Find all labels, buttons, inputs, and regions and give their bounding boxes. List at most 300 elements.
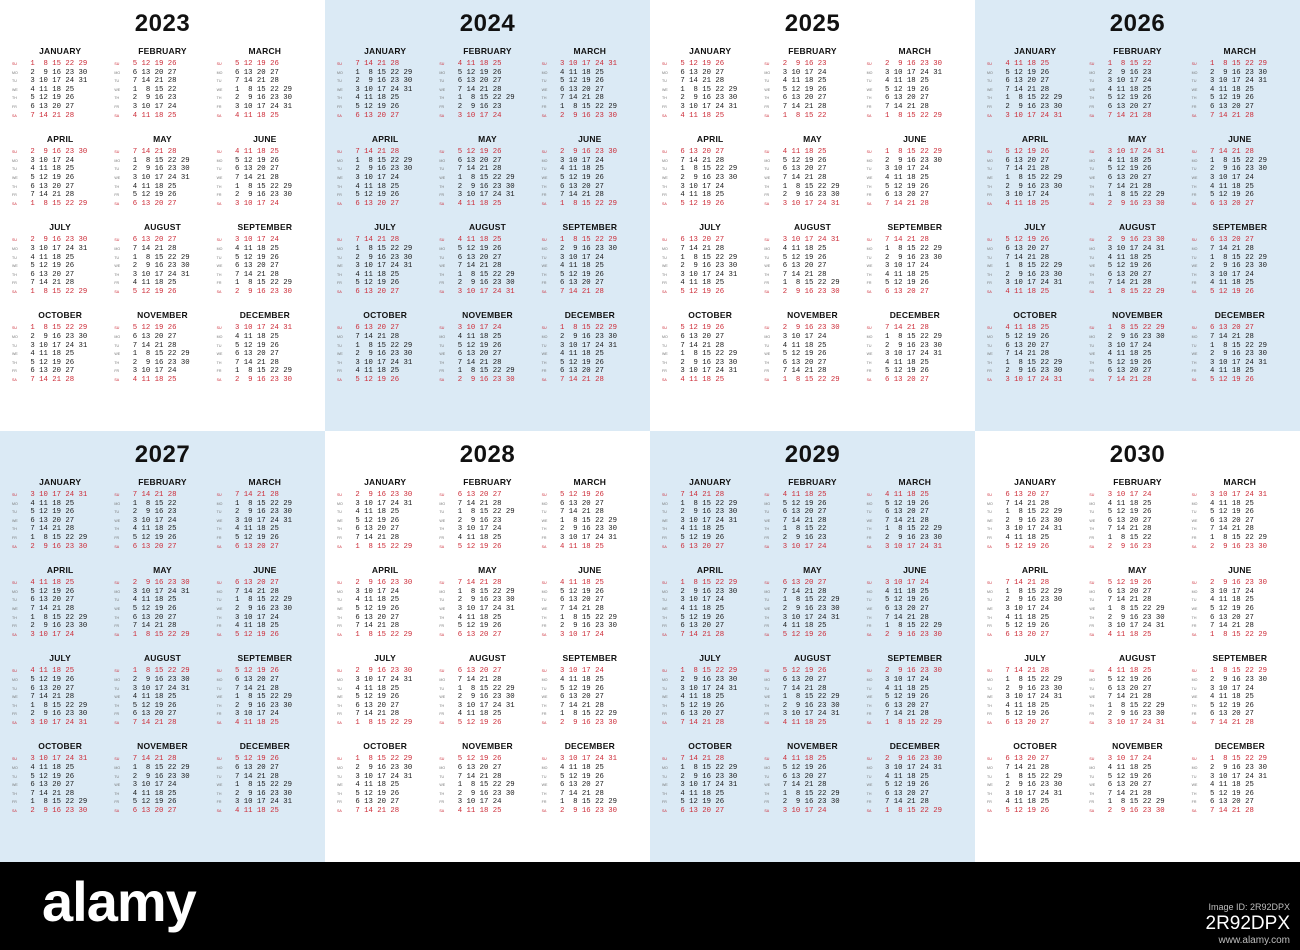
weekday-label: TH (866, 272, 872, 277)
dates-row: 6 13 20 27 (26, 367, 75, 376)
weekday-row (542, 367, 638, 376)
weekday-label: FR (987, 369, 992, 374)
month-name: SEPTEMBER (887, 222, 943, 233)
weekday-row (764, 764, 860, 773)
weekday-label: WE (114, 87, 121, 92)
weekday-row (987, 165, 1083, 174)
weekday-row (12, 342, 108, 351)
dates-row: 4 11 18 25 (26, 165, 75, 174)
weekday-label: TU (1089, 686, 1095, 691)
dates-row: 5 12 19 26 (1103, 262, 1152, 271)
weekday-row (1192, 103, 1288, 112)
weekday-row (867, 631, 963, 640)
dates-row: 1 8 15 22 29 (453, 94, 515, 103)
weekday-row (12, 367, 108, 376)
month-block (662, 222, 758, 296)
weekday-row (114, 631, 210, 640)
dates-row: 6 13 20 27 (1103, 684, 1152, 693)
weekday-label: MO (866, 589, 873, 594)
weekday-label: SU (866, 669, 872, 674)
weekday-label: MO (987, 766, 993, 771)
month-days (217, 755, 313, 815)
weekday-label: FR (541, 281, 547, 286)
year-title: 2024 (459, 10, 516, 37)
weekday-row (114, 702, 210, 711)
weekday-row (662, 667, 758, 676)
weekday-label: SA (216, 632, 222, 637)
weekday-row (867, 86, 963, 95)
dates-row: 3 10 17 24 31 (778, 236, 840, 245)
month-days (217, 491, 313, 551)
weekday-row (217, 798, 313, 807)
weekday-label: SU (114, 62, 120, 66)
month-block (1089, 741, 1185, 815)
dates-row: 5 12 19 26 (453, 244, 502, 253)
weekday-label: FR (1191, 624, 1197, 629)
dates-row: 7 14 21 28 (676, 156, 725, 165)
month-days (337, 491, 433, 551)
weekday-label: TH (12, 184, 17, 189)
dates-row: 6 13 20 27 (555, 499, 604, 508)
dates-row: 4 11 18 25 (230, 718, 279, 727)
weekday-label: SA (337, 113, 342, 118)
weekday-label: FR (114, 712, 120, 717)
weekday-row (542, 667, 638, 676)
dates-row: 6 13 20 27 (778, 772, 827, 781)
month-block (867, 741, 963, 815)
weekday-row (764, 333, 860, 342)
weekday-row (12, 579, 108, 588)
weekday-label: WE (541, 606, 548, 611)
month-days (542, 60, 638, 120)
dates-row: 4 11 18 25 (555, 579, 604, 588)
weekday-row (1192, 517, 1288, 526)
dates-row: 3 10 17 24 (880, 262, 929, 271)
weekday-label: MO (541, 589, 548, 594)
weekday-label: FR (12, 800, 17, 805)
dates-row: 6 13 20 27 (778, 262, 827, 271)
weekday-row (1089, 807, 1185, 816)
dates-row: 4 11 18 25 (453, 807, 502, 816)
weekday-label: SU (439, 326, 445, 331)
weekday-label: WE (1089, 695, 1096, 700)
dates-row: 7 14 21 28 (351, 807, 400, 816)
weekday-label: TH (662, 96, 667, 101)
dates-row: 1 8 15 22 29 (128, 764, 190, 773)
month-block (1089, 134, 1185, 208)
weekday-row (12, 112, 108, 121)
weekday-row (217, 342, 313, 351)
dates-row: 6 13 20 27 (453, 667, 502, 676)
weekday-row (867, 157, 963, 166)
weekday-row (542, 103, 638, 112)
month-name: JULY (374, 222, 397, 233)
weekday-row (337, 86, 433, 95)
dates-row: 7 14 21 28 (778, 516, 827, 525)
month-block (1192, 565, 1288, 639)
weekday-label: SU (987, 669, 992, 674)
weekday-label: FR (987, 535, 992, 540)
weekday-label: SU (866, 757, 872, 762)
month-name: SEPTEMBER (887, 653, 943, 664)
month-block (662, 653, 758, 727)
weekday-label: MO (662, 335, 668, 340)
image-id-label: Image ID: 2R92DPX (1208, 902, 1290, 912)
weekday-label: FR (1191, 104, 1197, 109)
dates-row: 4 11 18 25 (230, 244, 279, 253)
dates-row: 5 12 19 26 (1103, 94, 1152, 103)
dates-row: 2 9 16 23 30 (778, 287, 840, 296)
weekday-label: MO (541, 158, 548, 163)
month-block (662, 134, 758, 208)
weekday-label: SA (866, 113, 872, 118)
dates-row: 3 10 17 24 (778, 68, 827, 77)
dates-row: 1 8 15 22 29 (26, 798, 88, 807)
weekday-label: TU (12, 167, 17, 172)
dates-row: 1 8 15 22 29 (351, 244, 413, 253)
month-days (217, 324, 313, 384)
month-days (439, 324, 535, 384)
dates-row: 5 12 19 26 (676, 199, 725, 208)
weekday-row (662, 525, 758, 534)
weekday-label: TH (1089, 527, 1095, 532)
dates-row: 3 10 17 24 (555, 253, 604, 262)
weekday-row (764, 631, 860, 640)
weekday-row (12, 271, 108, 280)
dates-row: 2 9 16 23 30 (1001, 270, 1063, 279)
dates-row: 4 11 18 25 (1001, 613, 1050, 622)
dates-row: 7 14 21 28 (26, 604, 75, 613)
month-days (867, 148, 963, 208)
weekday-row (1192, 77, 1288, 86)
weekday-row (987, 174, 1083, 183)
weekday-label: FR (866, 281, 872, 286)
weekday-row (114, 112, 210, 121)
weekday-row (1192, 764, 1288, 773)
weekday-row (1192, 191, 1288, 200)
dates-row: 3 10 17 24 (1205, 270, 1254, 279)
month-block (12, 565, 108, 639)
dates-row: 1 8 15 22 29 (26, 613, 88, 622)
weekday-label: MO (866, 158, 873, 163)
dates-row: 4 11 18 25 (1103, 764, 1152, 773)
year-title: 2023 (134, 10, 191, 37)
weekday-row (764, 60, 860, 69)
weekday-label: WE (337, 518, 343, 523)
weekday-label: SU (114, 150, 120, 155)
weekday-row (1089, 614, 1185, 623)
weekday-label: TU (541, 598, 547, 603)
weekday-label: FR (216, 535, 222, 540)
weekday-row (217, 236, 313, 245)
weekday-label: TH (764, 184, 770, 189)
weekday-label: SA (439, 720, 445, 725)
weekday-row (114, 667, 210, 676)
dates-row: 7 14 21 28 (880, 613, 929, 622)
weekday-label: SA (439, 378, 445, 383)
weekday-label: FR (12, 104, 17, 109)
dates-row: 2 9 16 23 30 (555, 525, 617, 534)
weekday-label: WE (866, 783, 873, 788)
weekday-row (867, 491, 963, 500)
dates-row: 7 14 21 28 (1001, 579, 1050, 588)
weekday-label: SU (12, 669, 17, 674)
dates-row: 4 11 18 25 (1103, 667, 1152, 676)
month-name: MARCH (1223, 46, 1257, 56)
dates-row: 6 13 20 27 (26, 102, 75, 111)
dates-row: 2 9 16 23 30 (1001, 516, 1063, 525)
dates-row: 2 9 16 23 30 (555, 718, 617, 727)
dates-row: 5 12 19 26 (778, 499, 827, 508)
weekday-row (1192, 790, 1288, 799)
weekday-row (662, 200, 758, 209)
weekday-label: MO (987, 70, 993, 75)
month-name: AUGUST (793, 222, 832, 233)
dates-row: 3 10 17 24 31 (26, 491, 88, 499)
weekday-row (217, 165, 313, 174)
weekday-row (662, 148, 758, 157)
dates-row: 4 11 18 25 (128, 693, 177, 702)
weekday-label: MO (764, 589, 771, 594)
month-name: NOVEMBER (137, 310, 188, 321)
weekday-label: TU (439, 686, 445, 691)
dates-row: 5 12 19 26 (351, 789, 400, 798)
weekday-label: WE (541, 695, 548, 700)
weekday-label: WE (337, 264, 343, 269)
weekday-label: MO (764, 677, 771, 682)
weekday-label: WE (216, 352, 223, 357)
weekday-label: FR (337, 193, 342, 198)
weekday-row (764, 376, 860, 385)
weekday-label: SU (662, 581, 667, 586)
weekday-row (1089, 667, 1185, 676)
weekday-row (662, 543, 758, 552)
weekday-row (337, 333, 433, 342)
weekday-label: FR (439, 624, 445, 629)
weekday-label: WE (987, 87, 993, 92)
weekday-row (217, 183, 313, 192)
weekday-label: TH (541, 360, 547, 365)
dates-row: 5 12 19 26 (230, 630, 279, 639)
weekday-row (217, 517, 313, 526)
weekday-row (542, 702, 638, 711)
weekday-label: TU (337, 79, 342, 84)
dates-row: 6 13 20 27 (676, 710, 725, 719)
dates-row: 1 8 15 22 29 (1103, 798, 1165, 807)
dates-row: 2 9 16 23 30 (1103, 613, 1165, 622)
weekday-row (1089, 376, 1185, 385)
dates-row: 7 14 21 28 (676, 491, 725, 499)
dates-row: 1 8 15 22 29 (351, 68, 413, 77)
month-block (12, 222, 108, 296)
weekday-row (337, 191, 433, 200)
weekday-row (12, 324, 108, 333)
weekday-label: TU (1089, 774, 1095, 779)
weekday-label: TH (216, 703, 222, 708)
dates-row: 6 13 20 27 (230, 350, 279, 359)
dates-row: 5 12 19 26 (778, 85, 827, 94)
weekday-label: SU (1191, 62, 1197, 66)
year-title: 2030 (1109, 441, 1166, 468)
weekday-label: SA (12, 113, 17, 118)
weekday-row (12, 69, 108, 78)
dates-row: 4 11 18 25 (1103, 630, 1152, 639)
month-days (764, 579, 860, 639)
weekday-label: MO (662, 589, 668, 594)
weekday-label: MO (866, 766, 873, 771)
weekday-row (867, 112, 963, 121)
weekday-label: TU (764, 686, 770, 691)
weekday-row (867, 350, 963, 359)
month-block (114, 741, 210, 815)
month-name: JUNE (1228, 134, 1252, 145)
weekday-row (12, 798, 108, 807)
month-days (542, 755, 638, 815)
weekday-row (12, 376, 108, 385)
weekday-label: FR (764, 800, 770, 805)
weekday-row (337, 579, 433, 588)
month-days (1089, 60, 1185, 120)
weekday-label: SU (114, 493, 120, 497)
dates-row: 1 8 15 22 29 (351, 341, 413, 350)
month-name: JULY (699, 222, 722, 233)
weekday-label: WE (987, 175, 993, 180)
dates-row: 2 9 16 23 30 (1205, 350, 1267, 359)
weekday-row (542, 279, 638, 288)
weekday-row (114, 693, 210, 702)
weekday-label: TH (987, 272, 992, 277)
weekday-label: TH (12, 703, 17, 708)
dates-row: 2 9 16 23 30 (1001, 596, 1063, 605)
month-block (217, 46, 313, 120)
dates-row: 3 10 17 24 (778, 333, 827, 342)
dates-row: 2 9 16 23 30 (26, 710, 88, 719)
weekday-row (1089, 755, 1185, 764)
weekday-row (337, 271, 433, 280)
dates-row: 7 14 21 28 (880, 516, 929, 525)
dates-row: 5 12 19 26 (351, 693, 400, 702)
weekday-label: SA (662, 201, 667, 206)
weekday-label: MO (114, 677, 121, 682)
weekday-row (12, 174, 108, 183)
dates-row: 1 8 15 22 29 (880, 148, 942, 157)
month-name: SEPTEMBER (562, 653, 618, 664)
weekday-label: WE (987, 264, 993, 269)
weekday-label: MO (987, 158, 993, 163)
dates-row: 7 14 21 28 (230, 587, 279, 596)
weekday-label: TU (439, 510, 445, 515)
dates-row: 4 11 18 25 (26, 579, 75, 588)
weekday-label: MO (216, 246, 223, 251)
dates-row: 3 10 17 24 31 (1205, 77, 1267, 86)
month-days (987, 491, 1083, 551)
dates-row: 3 10 17 24 31 (676, 684, 738, 693)
month-name: JUNE (1228, 565, 1252, 576)
month-name: JANUARY (364, 477, 407, 487)
weekday-row (1089, 798, 1185, 807)
dates-row: 6 13 20 27 (1001, 341, 1050, 350)
weekday-label: FR (12, 281, 17, 286)
dates-row: 7 14 21 28 (128, 755, 177, 764)
month-block (867, 565, 963, 639)
weekday-row (337, 790, 433, 799)
weekday-label: TH (662, 703, 667, 708)
weekday-label: FR (662, 281, 667, 286)
dates-row: 4 11 18 25 (230, 622, 279, 631)
weekday-row (114, 676, 210, 685)
weekday-label: SA (1191, 378, 1197, 383)
weekday-row (662, 94, 758, 103)
dates-row: 1 8 15 22 29 (880, 333, 942, 342)
month-block (1089, 565, 1185, 639)
weekday-row (764, 807, 860, 816)
weekday-label: MO (1089, 335, 1096, 340)
weekday-label: SA (114, 544, 120, 549)
weekday-label: TU (764, 598, 770, 603)
dates-row: 1 8 15 22 29 (880, 244, 942, 253)
dates-row: 1 8 15 22 29 (1205, 156, 1267, 165)
weekday-label: SA (541, 378, 547, 383)
month-block (439, 46, 535, 120)
month-name: OCTOBER (363, 741, 408, 752)
weekday-row (542, 262, 638, 271)
weekday-label: FR (1191, 800, 1197, 805)
month-block (542, 741, 638, 815)
weekday-label: FR (541, 712, 547, 717)
dates-row: 2 9 16 23 30 (880, 60, 942, 68)
weekday-label: SU (662, 669, 667, 674)
weekday-row (867, 755, 963, 764)
weekday-label: FR (866, 193, 872, 198)
dates-row: 1 8 15 22 29 (128, 253, 190, 262)
dates-row: 6 13 20 27 (880, 191, 929, 200)
dates-row: 5 12 19 26 (555, 772, 604, 781)
weekday-label: WE (12, 606, 18, 611)
weekday-row (987, 200, 1083, 209)
dates-row: 7 14 21 28 (880, 199, 929, 208)
dates-row: 5 12 19 26 (453, 542, 502, 551)
weekday-row (337, 262, 433, 271)
weekday-row (1089, 183, 1185, 192)
weekday-label: MO (866, 677, 873, 682)
weekday-row (867, 191, 963, 200)
dates-row: 5 12 19 26 (778, 764, 827, 773)
dates-row: 7 14 21 28 (778, 173, 827, 182)
weekday-row (439, 614, 535, 623)
dates-row: 4 11 18 25 (351, 270, 400, 279)
weekday-row (337, 676, 433, 685)
dates-row: 3 10 17 24 (1205, 684, 1254, 693)
weekday-label: WE (1191, 352, 1198, 357)
weekday-row (764, 755, 860, 764)
weekday-label: FR (764, 535, 770, 540)
weekday-label: TU (12, 774, 17, 779)
weekday-row (662, 693, 758, 702)
weekday-row (764, 534, 860, 543)
month-days (1089, 491, 1185, 551)
weekday-label: MO (987, 246, 993, 251)
dates-row: 1 8 15 22 29 (880, 111, 942, 120)
weekday-label: SU (337, 493, 342, 497)
weekday-row (764, 77, 860, 86)
weekday-row (1089, 333, 1185, 342)
weekday-row (1192, 491, 1288, 500)
dates-row: 5 12 19 26 (1103, 579, 1152, 588)
weekday-label: SA (12, 720, 17, 725)
dates-row: 2 9 16 23 30 (351, 491, 413, 499)
weekday-label: MO (1089, 501, 1096, 506)
dates-row: 4 11 18 25 (26, 350, 75, 359)
